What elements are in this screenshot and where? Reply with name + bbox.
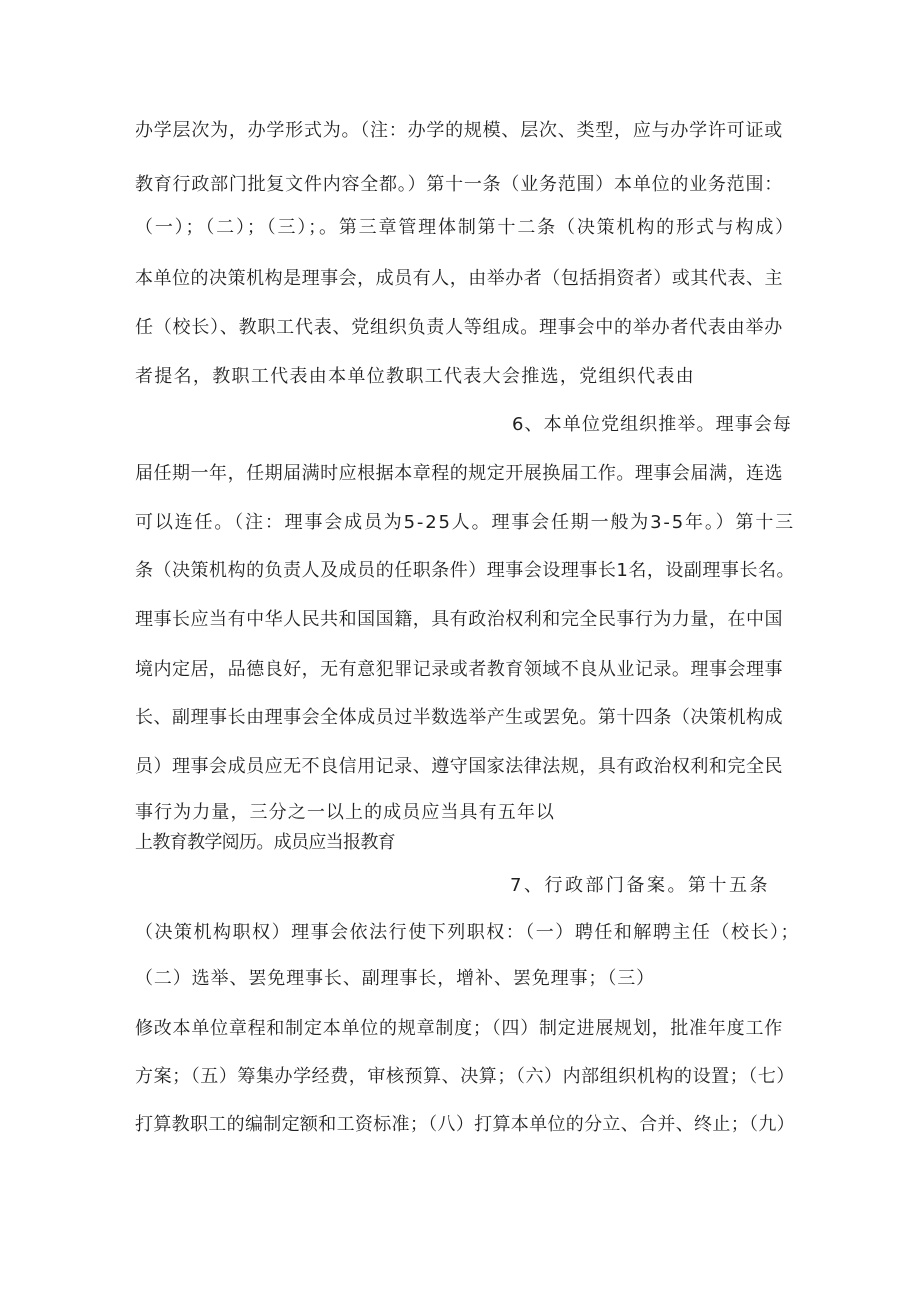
text-line: 条（决策机构的负责人及成员的任职条件）理事会设理事长1名，设副理事长名。 (135, 560, 795, 581)
text-line: 长、副理事长由理事会全体成员过半数选举产生或罢免。第十四条（决策机构成 (135, 707, 783, 728)
text-line: 7、行政部门备案。第十五条 (510, 875, 770, 896)
text-line: （一）；（二）；（三）；。第三章管理体制第十二条（决策机构的形式与构成） (135, 217, 795, 238)
text-line: 6、本单位党组织推举。理事会每 (512, 414, 792, 435)
text-line: 本单位的决策机构是理事会，成员有人，由举办者（包括捐资者）或其代表、主 (135, 268, 783, 289)
text-line: 任（校长）、教职工代表、党组织负责人等组成。理事会中的举办者代表由举办 (135, 317, 783, 338)
text-line: 修改本单位章程和制定本单位的规章制度；（四）制定进展规划，批准年度工作 (135, 1018, 783, 1039)
text-line: 上教育教学阅历。成员应当报教育 (135, 832, 395, 853)
text-line: 教育行政部门批复文件内容全都。）第十一条（业务范围）本单位的业务范围： (135, 174, 783, 195)
text-line: 办学层次为，办学形式为。（注：办学的规模、层次、类型，应与办学许可证或 (135, 120, 783, 141)
text-line: 者提名，教职工代表由本单位教职工代表大会推选，党组织代表由 (135, 366, 695, 387)
text-line: 境内定居，品德良好，无有意犯罪记录或者教育领域不良从业记录。理事会理事 (135, 659, 783, 680)
text-line: 打算教职工的编制定额和工资标准；（八）打算本单位的分立、合并、终止；（九） (135, 1114, 795, 1135)
text-line: 届任期一年，任期届满时应根据本章程的规定开展换届工作。理事会届满，连选 (135, 463, 783, 484)
text-line: 方案；（五）筹集办学经费，审核预算、决算；（六）内部组织机构的设置；（七） (135, 1066, 795, 1087)
text-line: （决策机构职权）理事会依法行使下列职权：（一）聘任和解聘主任（校长）； (135, 922, 800, 943)
text-line: 理事长应当有中华人民共和国国籍，具有政治权利和完全民事行为力量，在中国 (135, 609, 783, 630)
text-line: 员）理事会成员应无不良信用记录、遵守国家法律法规，具有政治权利和完全民 (135, 756, 783, 777)
text-line: 可以连任。（注：理事会成员为5-25人。理事会任期一般为3-5年。）第十三 (135, 512, 795, 533)
text-line: 事行为力量，三分之一以上的成员应当具有五年以 (135, 802, 555, 823)
text-line: （二）选举、罢免理事长、副理事长，增补、罢免理事；（三） (135, 968, 655, 989)
